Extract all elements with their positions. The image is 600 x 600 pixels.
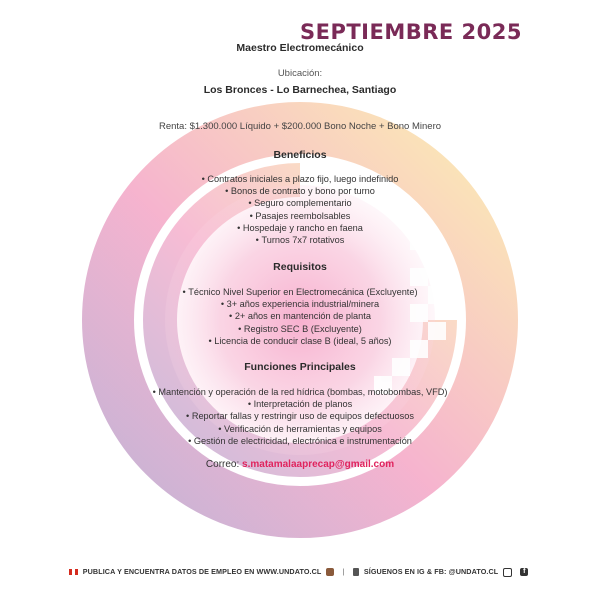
contact-label: Correo: xyxy=(205,459,240,470)
contact-line xyxy=(0,459,600,470)
facebook-icon[interactable]: f xyxy=(520,568,528,576)
contact-email-link[interactable]: s.matamalaaprecap@gmail.com xyxy=(242,459,395,470)
briefcase-icon xyxy=(326,568,334,576)
list-item: • 3+ años experiencia industrial/minera xyxy=(0,298,600,310)
list-item: • Gestión de electricidad, electrónica e instrumentación xyxy=(0,435,600,447)
job-title: Maestro Electromecánico xyxy=(236,42,364,54)
month-heading: SEPTIEMBRE 2025 xyxy=(299,20,522,44)
list-item: • Registro SEC B (Excluyente) xyxy=(0,323,600,335)
footer-follow-text[interactable]: SÍGUENOS EN IG & FB: @UNDATO.CL xyxy=(363,567,499,576)
footer-bar xyxy=(0,567,600,577)
list-item: • Técnico Nivel Superior en Electromecánica (Excluyente) xyxy=(0,286,600,298)
benefits-list xyxy=(0,173,600,246)
location-label: Ubicación: xyxy=(277,68,323,79)
footer-divider: | xyxy=(342,567,345,576)
list-item: • Bonos de contrato y bono por turno xyxy=(0,185,600,197)
chile-flag-icon xyxy=(69,569,78,575)
salary-text: Renta: $1.300.000 Líquido + $200.000 Bono Noche + Bono Minero xyxy=(158,121,442,132)
requirements-list xyxy=(0,286,600,347)
functions-heading: Funciones Principales xyxy=(244,361,356,373)
list-item: • Verificación de herramientas y equipos xyxy=(0,423,600,435)
footer-publish-link[interactable]: PUBLICA Y ENCUENTRA DATOS DE EMPLEO EN WWW.UNDATO.CL xyxy=(82,567,322,576)
list-item: • Mantención y operación de la red hídrica (bombas, motobombas, VFD) xyxy=(0,386,600,398)
list-item: • Seguro complementario xyxy=(0,197,600,209)
list-item: • Reportar fallas y restringir uso de equipos defectuosos xyxy=(0,410,600,422)
list-item: • Contratos iniciales a plazo fijo, luego indefinido xyxy=(0,173,600,185)
location-value: Los Bronces - Lo Barnechea, Santiago xyxy=(203,84,397,96)
instagram-icon[interactable] xyxy=(503,568,512,577)
list-item: • Pasajes reembolsables xyxy=(0,210,600,222)
list-item: • Interpretación de planos xyxy=(0,398,600,410)
phone-icon xyxy=(353,568,359,576)
list-item: • Hospedaje y rancho en faena xyxy=(0,222,600,234)
list-item: • Turnos 7x7 rotativos xyxy=(0,234,600,246)
list-item: • 2+ años en mantención de planta xyxy=(0,310,600,322)
benefits-heading: Beneficios xyxy=(273,149,327,161)
requirements-heading: Requisitos xyxy=(273,261,327,273)
functions-list xyxy=(0,386,600,447)
list-item: • Licencia de conducir clase B (ideal, 5 años) xyxy=(0,335,600,347)
